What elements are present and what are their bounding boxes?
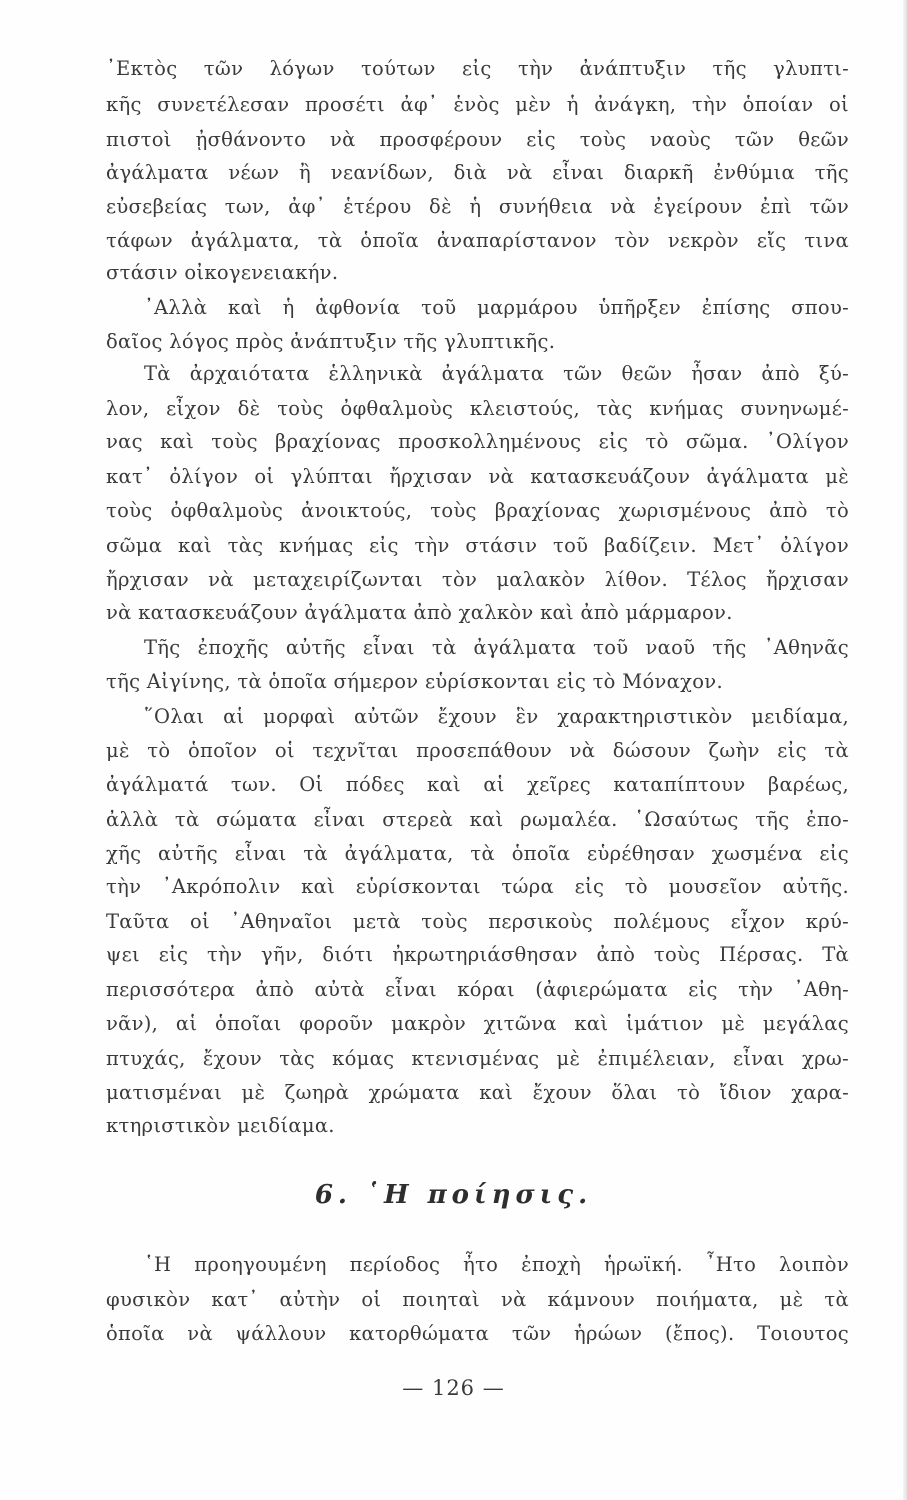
paragraph-start-line: ῞Ολαι αἱ μορφαὶ αὐτῶν ἔχουν ἓν χαρακτηριστικὸν μειδίαμα, [144,705,849,728]
text-line: ὁποῖα νὰ ψάλλουν κατορθώματα τῶν ἡρώων (ἔπος). Τοιουτος [106,1322,849,1345]
section-heading: 6. ῾Η ποίησις. [314,1180,593,1210]
text-line: ματισμέναι μὲ ζωηρὰ χρώματα καὶ ἔχουν ὅλαι τὸ ἴδιον χαρα- [106,1081,849,1104]
text-line: κῆς συνετέλεσαν προσέτι ἀφ᾿ ἑνὸς μὲν ἡ ἀνάγκη, τὴν ὁποίαν οἱ [106,93,849,116]
paragraph-start-line: ῾Η προηγουμένη περίοδος ἦτο ἐποχὴ ἡρωϊκή. ῏Ητο λοιπὸν [144,1253,849,1276]
text-line: μὲ τὸ ὁποῖον οἱ τεχνῖται προσεπάθουν νὰ δώσουν ζωὴν εἰς τὰ [106,739,849,762]
text-line: σῶμα καὶ τὰς κνήμας εἰς τὴν στάσιν τοῦ βαδίζειν. Μετ᾿ ὀλίγον [106,534,849,557]
text-line: τῆς Αἰγίνης, τὰ ὁποῖα σήμερον εὑρίσκονται εἰς τὸ Μόναχον. [106,670,723,693]
text-line: χῆς αὐτῆς εἶναι τὰ ἀγάλματα, τὰ ὁποῖα εὑρέθησαν χωσμένα εἰς [106,842,849,865]
text-line: περισσότερα ἀπὸ αὐτὰ εἶναι κόραι (ἀφιερώματα εἰς τὴν ᾿Αθη- [106,978,849,1001]
page-edge-shadow [903,0,907,1500]
text-line: ἤρχισαν νὰ μεταχειρίζωνται τὸν μαλακὸν λίθον. Τέλος ἤρχισαν [106,568,849,591]
text-line: τάφων ἀγάλματα, τὰ ὁποῖα ἀναπαρίστανον τὸν νεκρὸν εἴς τινα [106,229,849,252]
paragraph-start-line: Τὰ ἀρχαιότατα ἑλληνικὰ ἀγάλματα τῶν θεῶν ἦσαν ἀπὸ ξύ- [144,362,849,385]
text-line: νὰ κατασκευάζουν ἀγάλματα ἀπὸ χαλκὸν καὶ ἀπὸ μάρμαρον. [106,601,733,624]
paragraph-start-line: Τῆς ἐποχῆς αὐτῆς εἶναι τὰ ἀγάλματα τοῦ ναοῦ τῆς ᾿Αθηνᾶς [144,636,849,659]
text-line: στάσιν οἰκογενειακήν. [106,261,339,284]
paragraph-start-line: ᾿Αλλὰ καὶ ἡ ἀφθονία τοῦ μαρμάρου ὑπῆρξεν ἐπίσης σπου- [144,296,849,319]
text-line: ἀγάλματά των. Οἱ πόδες καὶ αἱ χεῖρες καταπίπτουν βαρέως, [106,773,849,796]
text-line: ψει εἰς τὴν γῆν, διότι ἠκρωτηριάσθησαν ἀπὸ τοὺς Πέρσας. Τὰ [106,943,849,966]
text-line: πτυχάς, ἔχουν τὰς κόμας κτενισμένας μὲ ἐπιμέλειαν, εἶναι χρω- [106,1047,849,1070]
text-line: λον, εἶχον δὲ τοὺς ὀφθαλμοὺς κλειστούς, τὰς κνήμας συνηνωμέ- [106,397,849,420]
text-line: κατ᾿ ὀλίγον οἱ γλύπται ἤρχισαν νὰ κατασκευάζουν ἀγάλματα μὲ [106,465,849,488]
text-line: νας καὶ τοὺς βραχίονας προσκολλημένους εἰς τὸ σῶμα. ᾿Ολίγον [106,430,849,453]
page-number: — 126 — [402,1376,505,1400]
text-line: ἀγάλματα νέων ἢ νεανίδων, διὰ νὰ εἶναι διαρκῆ ἐνθύμια τῆς [106,161,849,184]
text-line: πιστοὶ ᾐσθάνοντο νὰ προσφέρουν εἰς τοὺς ναοὺς τῶν θεῶν [106,128,849,151]
text-line: τὴν ᾿Ακρόπολιν καὶ εὑρίσκονται τώρα εἰς τὸ μουσεῖον αὐτῆς. [106,875,849,898]
text-line: νᾶν), αἱ ὁποῖαι φοροῦν μακρὸν χιτῶνα καὶ ἱμάτιον μὲ μεγάλας [106,1012,849,1035]
text-line: κτηριστικὸν μειδίαμα. [106,1114,335,1137]
text-line: Ταῦτα οἱ ᾿Αθηναῖοι μετὰ τοὺς περσικοὺς πολέμους εἶχον κρύ- [106,910,849,933]
text-line: φυσικὸν κατ᾿ αὐτὴν οἱ ποιηταὶ νὰ κάμνουν ποιήματα, μὲ τὰ [106,1288,849,1311]
text-line: εὐσεβείας των, ἀφ᾿ ἑτέρου δὲ ἡ συνήθεια νὰ ἐγείρουν ἐπὶ τῶν [106,195,849,218]
text-line: δαῖος λόγος πρὸς ἀνάπτυξιν τῆς γλυπτικῆς. [106,330,556,353]
text-line: ᾿Εκτὸς τῶν λόγων τούτων εἰς τὴν ἀνάπτυξιν τῆς γλυπτι- [106,57,849,80]
text-line: τοὺς ὀφθαλμοὺς ἀνοικτούς, τοὺς βραχίονας χωρισμένους ἀπὸ τὸ [106,499,849,522]
text-line: ἀλλὰ τὰ σώματα εἶναι στερεὰ καὶ ρωμαλέα. ῾Ωσαύτως τῆς ἐπο- [106,808,849,831]
